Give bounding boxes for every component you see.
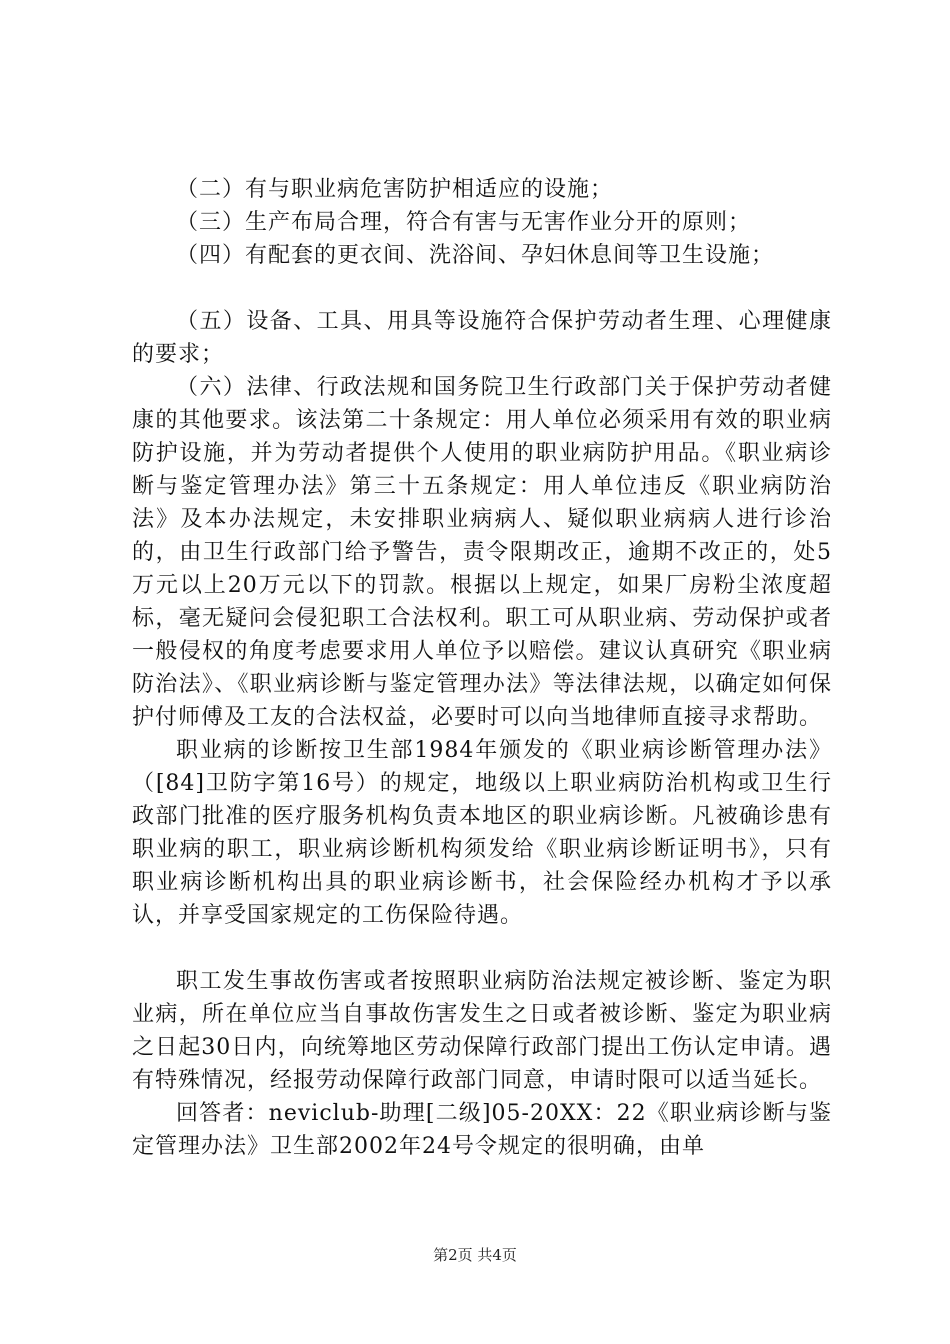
paragraph-item-4: （四）有配套的更衣间、洗浴间、孕妇休息间等卫生设施； <box>176 243 775 268</box>
paragraph-item-6: （六）法律、行政法规和国务院卫生行政部门关于保护劳动者健康的其他要求。该法第二十条规定：用人单位必须采用有效的职业病防护设施，并为劳动者提供个人使用的职业病防护用品。《职业病诊断与鉴定管理办法》第三十五条规定：用人单位违反《职业病防治法》及本办法规定，未安排职业病病人、疑似职业病病人进行诊治的，由卫生行政部门给予警告，责令限期改正，逾期不改正的，处5万元以上20万元以下的罚款。根据以上规定，如果厂房粉尘浓度超标，毫无疑问会侵犯职工合法权利。职工可从职业病、劳动保护或者一般侵权的角度考虑要求用人单位予以赔偿。建议认真研究《职业病防治法》、《职业病诊断与鉴定管理办法》等法律法规，以确定如何保护付师傅及工友的合法权益，必要时可以向当地律师直接寻求帮助。 <box>132 375 832 730</box>
paragraph-item-2: （二）有与职业病危害防护相适应的设施； <box>176 177 614 202</box>
page-number-footer: 第2页 共4页 <box>433 1246 517 1264</box>
paragraph-injury-report: 职工发生事故伤害或者按照职业病防治法规定被诊断、鉴定为职业病，所在单位应当自事故伤害发生之日或者被诊断、鉴定为职业病之日起30日内，向统筹地区劳动保障行政部门提出工伤认定申请。遇有特殊情况，经报劳动保障行政部门同意，申请时限可以适当延长。 <box>132 969 832 1093</box>
paragraph-item-5: （五）设备、工具、用具等设施符合保护劳动者生理、心理健康的要求； <box>132 309 832 367</box>
paragraph-answerer: 回答者：neviclub-助理[二级]05-20XX：22《职业病诊断与鉴定管理办法》卫生部2002年24号令规定的很明确，由单 <box>132 1101 832 1159</box>
paragraph-item-3: （三）生产布局合理，符合有害与无害作业分开的原则； <box>176 210 752 235</box>
paragraph-diagnosis: 职业病的诊断按卫生部1984年颁发的《职业病诊断管理办法》（[84]卫防字第16号）的规定，地级以上职业病防治机构或卫生行政部门批准的医疗服务机构负责本地区的职业病诊断。凡被确诊患有职业病的职工，职业病诊断机构须发给《职业病诊断证明书》，只有职业病诊断机构出具的职业病诊断书，社会保险经办机构才予以承认，并享受国家规定的工伤保险待遇。 <box>132 738 833 928</box>
document-body <box>132 173 832 1163</box>
